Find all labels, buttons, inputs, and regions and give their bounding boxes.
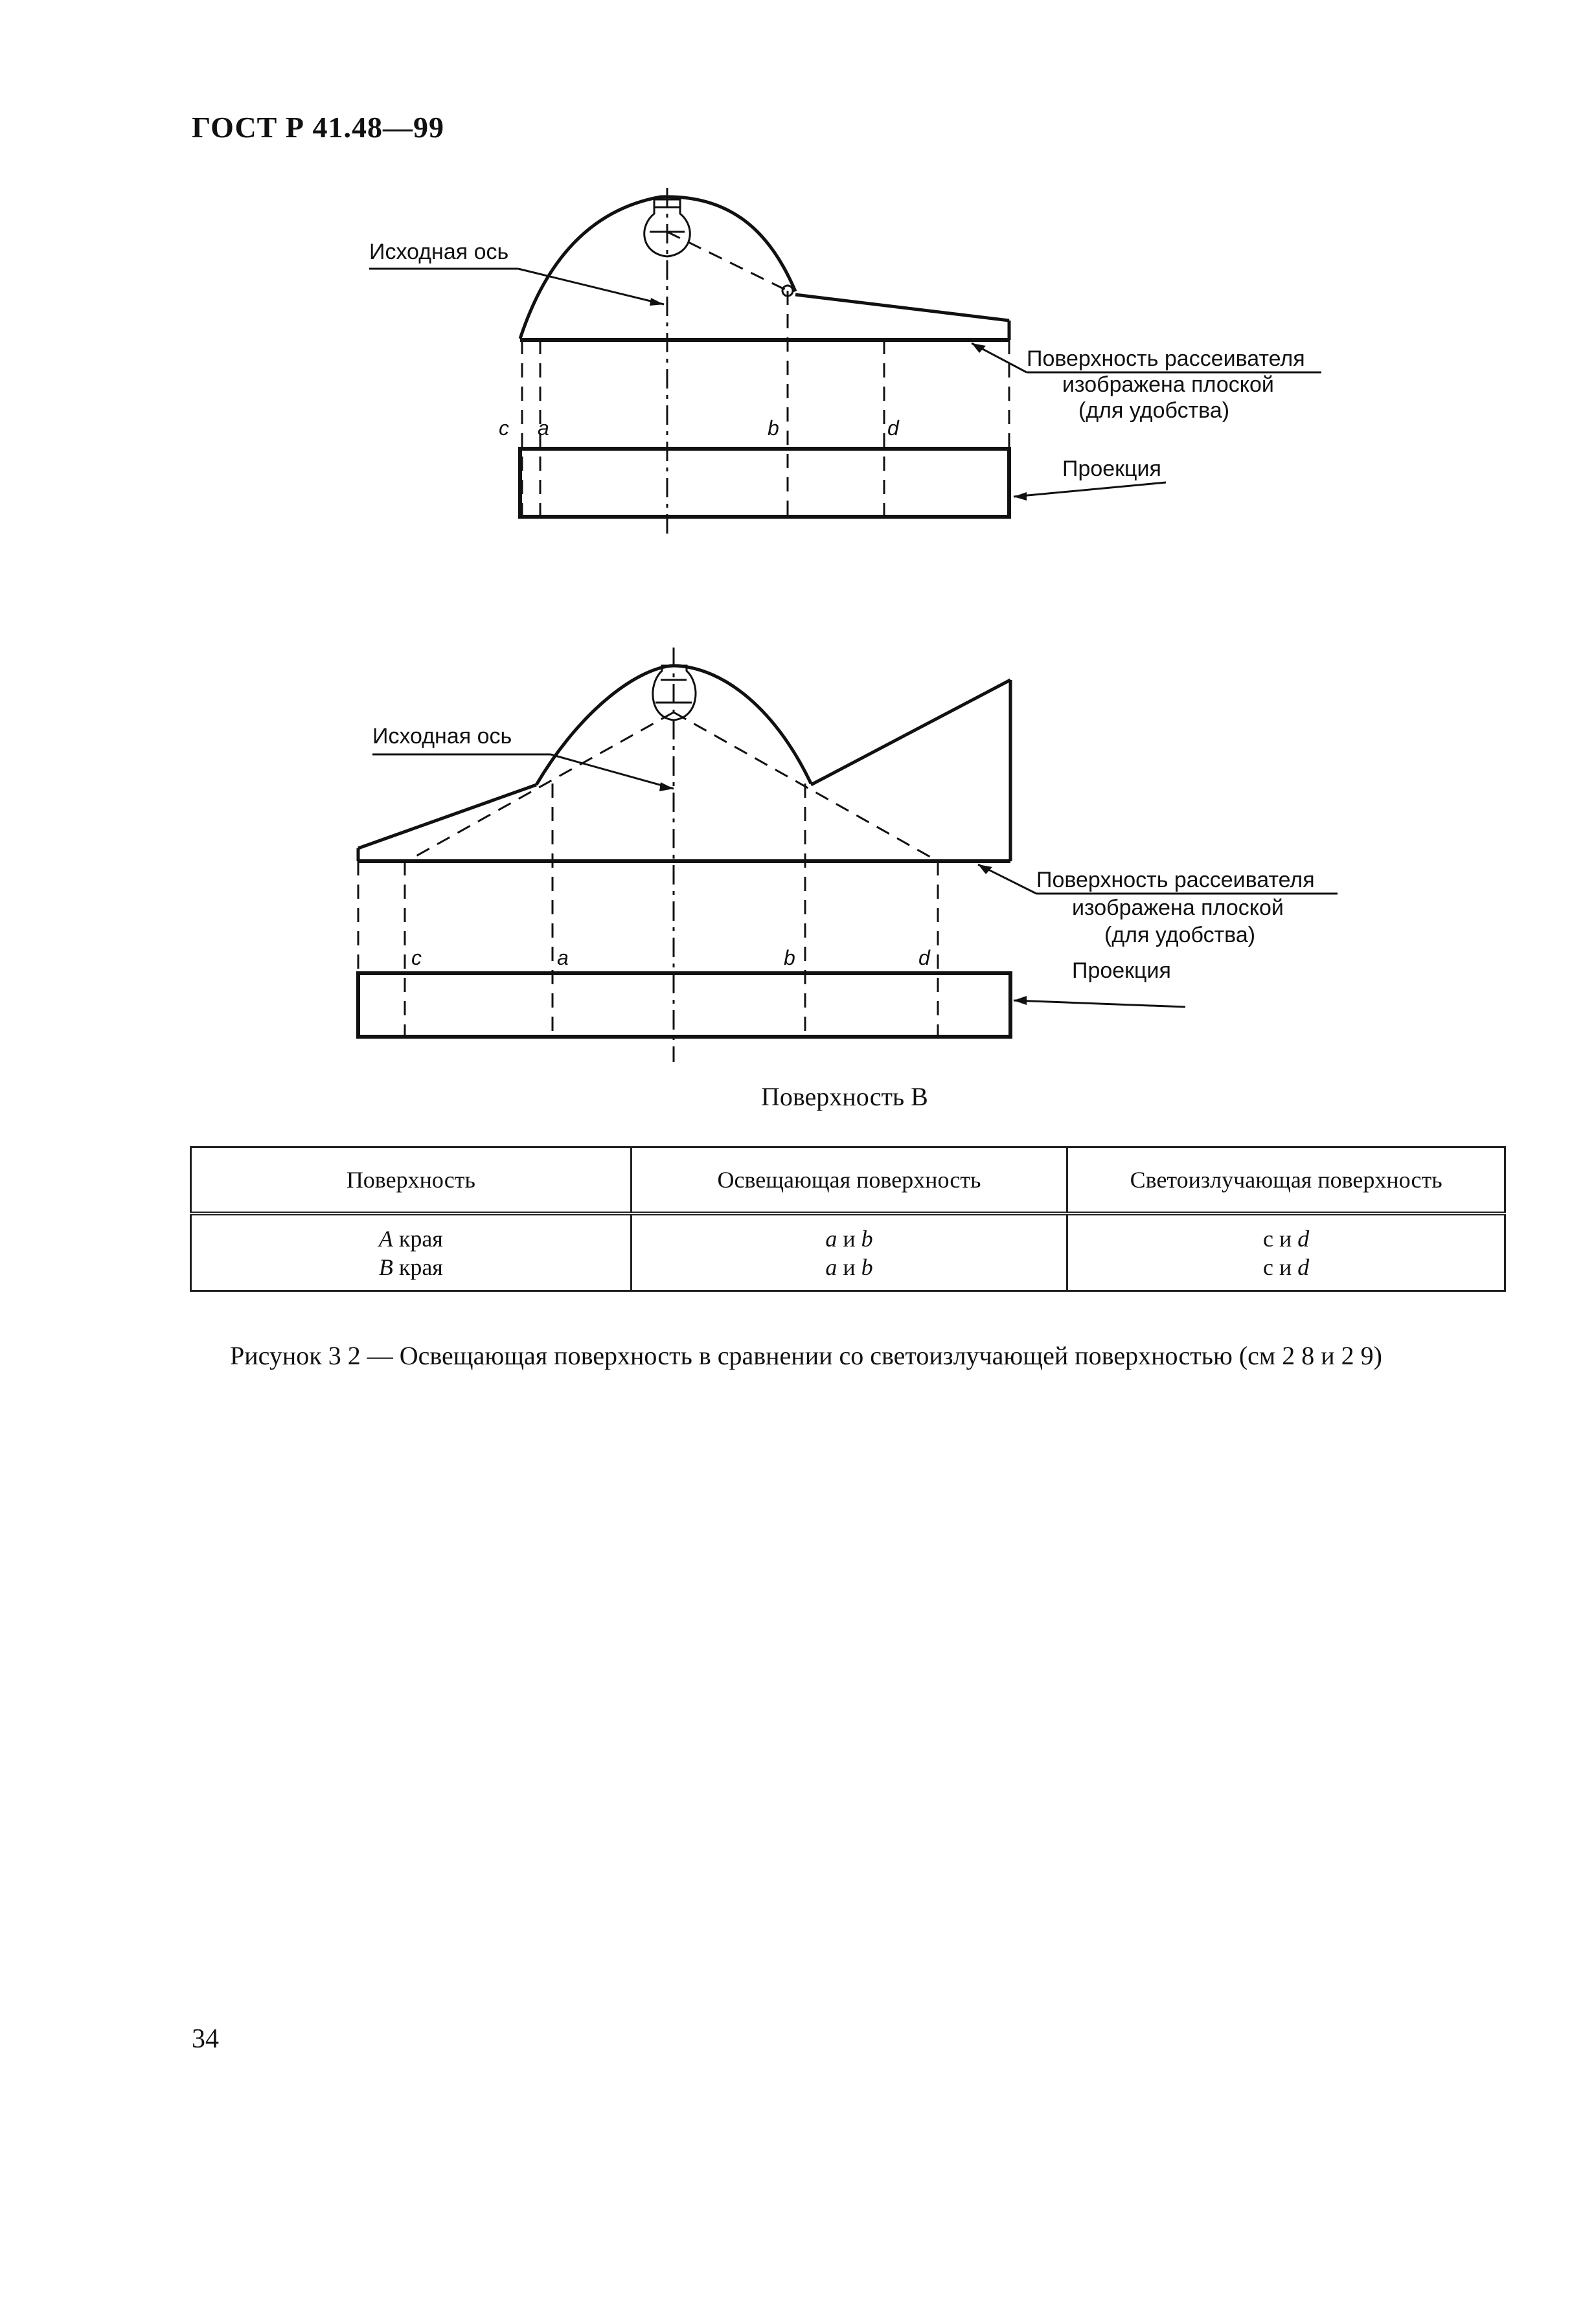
reflector-outline [520, 197, 795, 339]
point-label-b: b [784, 946, 795, 969]
surface-label-line2: изображена плоской [1072, 896, 1284, 920]
point-label-c: c [499, 416, 509, 440]
surface-label-line1: Поверхность рассеивателя [1036, 868, 1315, 892]
column-header-surface: Поверхность [191, 1147, 632, 1214]
diagram-top [0, 175, 1572, 563]
lens-top-line [795, 295, 1009, 321]
projection-label: Проекция [1062, 457, 1161, 481]
projection-label: Проекция [1072, 958, 1171, 983]
standard-header: ГОСТ Р 41.48—99 [192, 111, 444, 144]
axis-label: Исходная ось [372, 724, 512, 749]
table-header-row [191, 1147, 1505, 1214]
axis-label: Исходная ось [369, 240, 509, 264]
edge-b: B края [378, 1254, 443, 1280]
projection-rect [520, 449, 1009, 517]
surface-label-line2: изображена плоской [1062, 372, 1274, 397]
table-cell-illuminating: a и b a и b [631, 1213, 1067, 1291]
projection-rect [358, 973, 1010, 1037]
figure-caption: Рисунок 3 2 — Освещающая поверхность в сравнении со светоизлучающей поверхностью (см 2 8 и 2 9) [230, 1341, 1382, 1370]
point-label-c: c [411, 946, 422, 969]
page-number: 34 [192, 2024, 219, 2054]
table-cell-emitting: c и d c и d [1067, 1213, 1505, 1291]
edge-a: A края [378, 1226, 443, 1252]
column-header-illuminating: Освещающая поверхность [631, 1147, 1067, 1214]
surface-label-line1: Поверхность рассеивателя [1027, 346, 1305, 371]
point-label-d: d [918, 946, 930, 969]
surface-label-line3: (для удобства) [1104, 923, 1256, 947]
point-label-a: a [538, 416, 549, 440]
column-header-emitting: Светоизлучающая поверхность [1067, 1147, 1505, 1214]
point-label-d: d [887, 416, 899, 440]
lens-right-slope [811, 680, 1010, 785]
point-label-a: a [557, 946, 569, 969]
surface-b-caption: Поверхность В [761, 1082, 928, 1111]
table-row [191, 1213, 1505, 1291]
table-cell-surface [191, 1213, 632, 1291]
surface-label-line3: (для удобства) [1078, 398, 1230, 423]
surface-table [190, 1146, 1506, 1292]
point-label-b: b [768, 416, 779, 440]
diagram-bottom [0, 641, 1572, 1068]
